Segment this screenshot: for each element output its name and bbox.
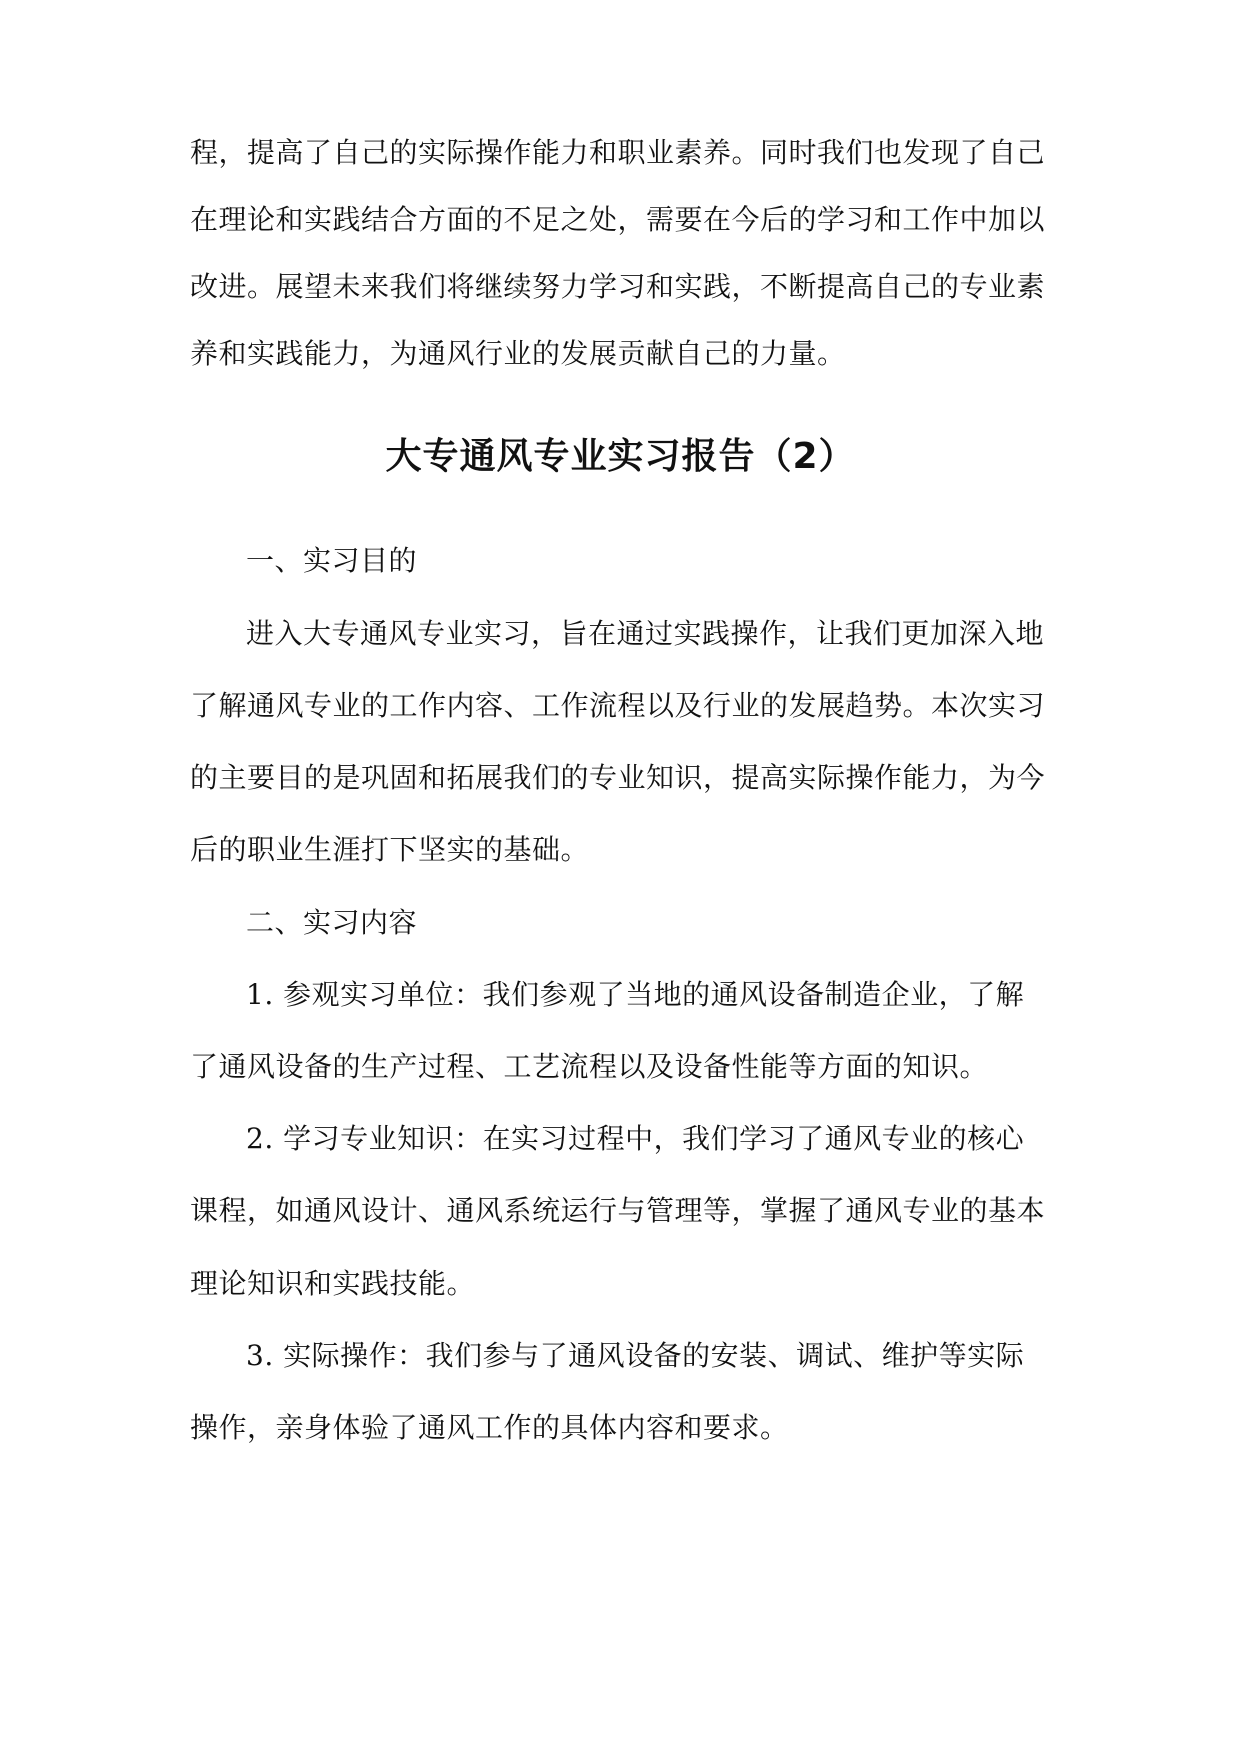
paragraph-line: 改进。展望未来我们将继续努力学习和实践，不断提高自己的专业素 [190,270,1046,303]
list-item-line: 操作，亲身体验了通风工作的具体内容和要求。 [190,1411,789,1444]
paragraph-line: 在理论和实践结合方面的不足之处，需要在今后的学习和工作中加以 [190,203,1046,236]
report-title: 大专通风专业实习报告（2） [385,436,856,477]
list-item-line: 理论知识和实践技能。 [190,1267,476,1300]
list-item-line: 2. 学习专业知识：在实习过程中，我们学习了通风专业的核心 [246,1122,1025,1155]
paragraph-line: 养和实践能力，为通风行业的发展贡献自己的力量。 [190,337,846,370]
list-item-line: 课程，如通风设计、通风系统运行与管理等，掌握了通风专业的基本 [190,1194,1046,1227]
section-heading: 二、实习内容 [246,906,418,939]
paragraph-line: 进入大专通风专业实习，旨在通过实践操作，让我们更加深入地 [246,617,1045,650]
paragraph-line: 程，提高了自己的实际操作能力和职业素养。同时我们也发现了自己 [190,136,1046,169]
paragraph-line: 后的职业生涯打下坚实的基础。 [190,833,590,866]
paragraph-line: 的主要目的是巩固和拓展我们的专业知识，提高实际操作能力，为今 [190,761,1046,794]
list-item-line: 1. 参观实习单位：我们参观了当地的通风设备制造企业，了解 [246,978,1025,1011]
list-item-line: 了通风设备的生产过程、工艺流程以及设备性能等方面的知识。 [190,1050,989,1083]
section-heading: 一、实习目的 [246,544,418,577]
list-item-line: 3. 实际操作：我们参与了通风设备的安装、调试、维护等实际 [246,1339,1025,1372]
paragraph-line: 了解通风专业的工作内容、工作流程以及行业的发展趋势。本次实习 [190,689,1046,722]
